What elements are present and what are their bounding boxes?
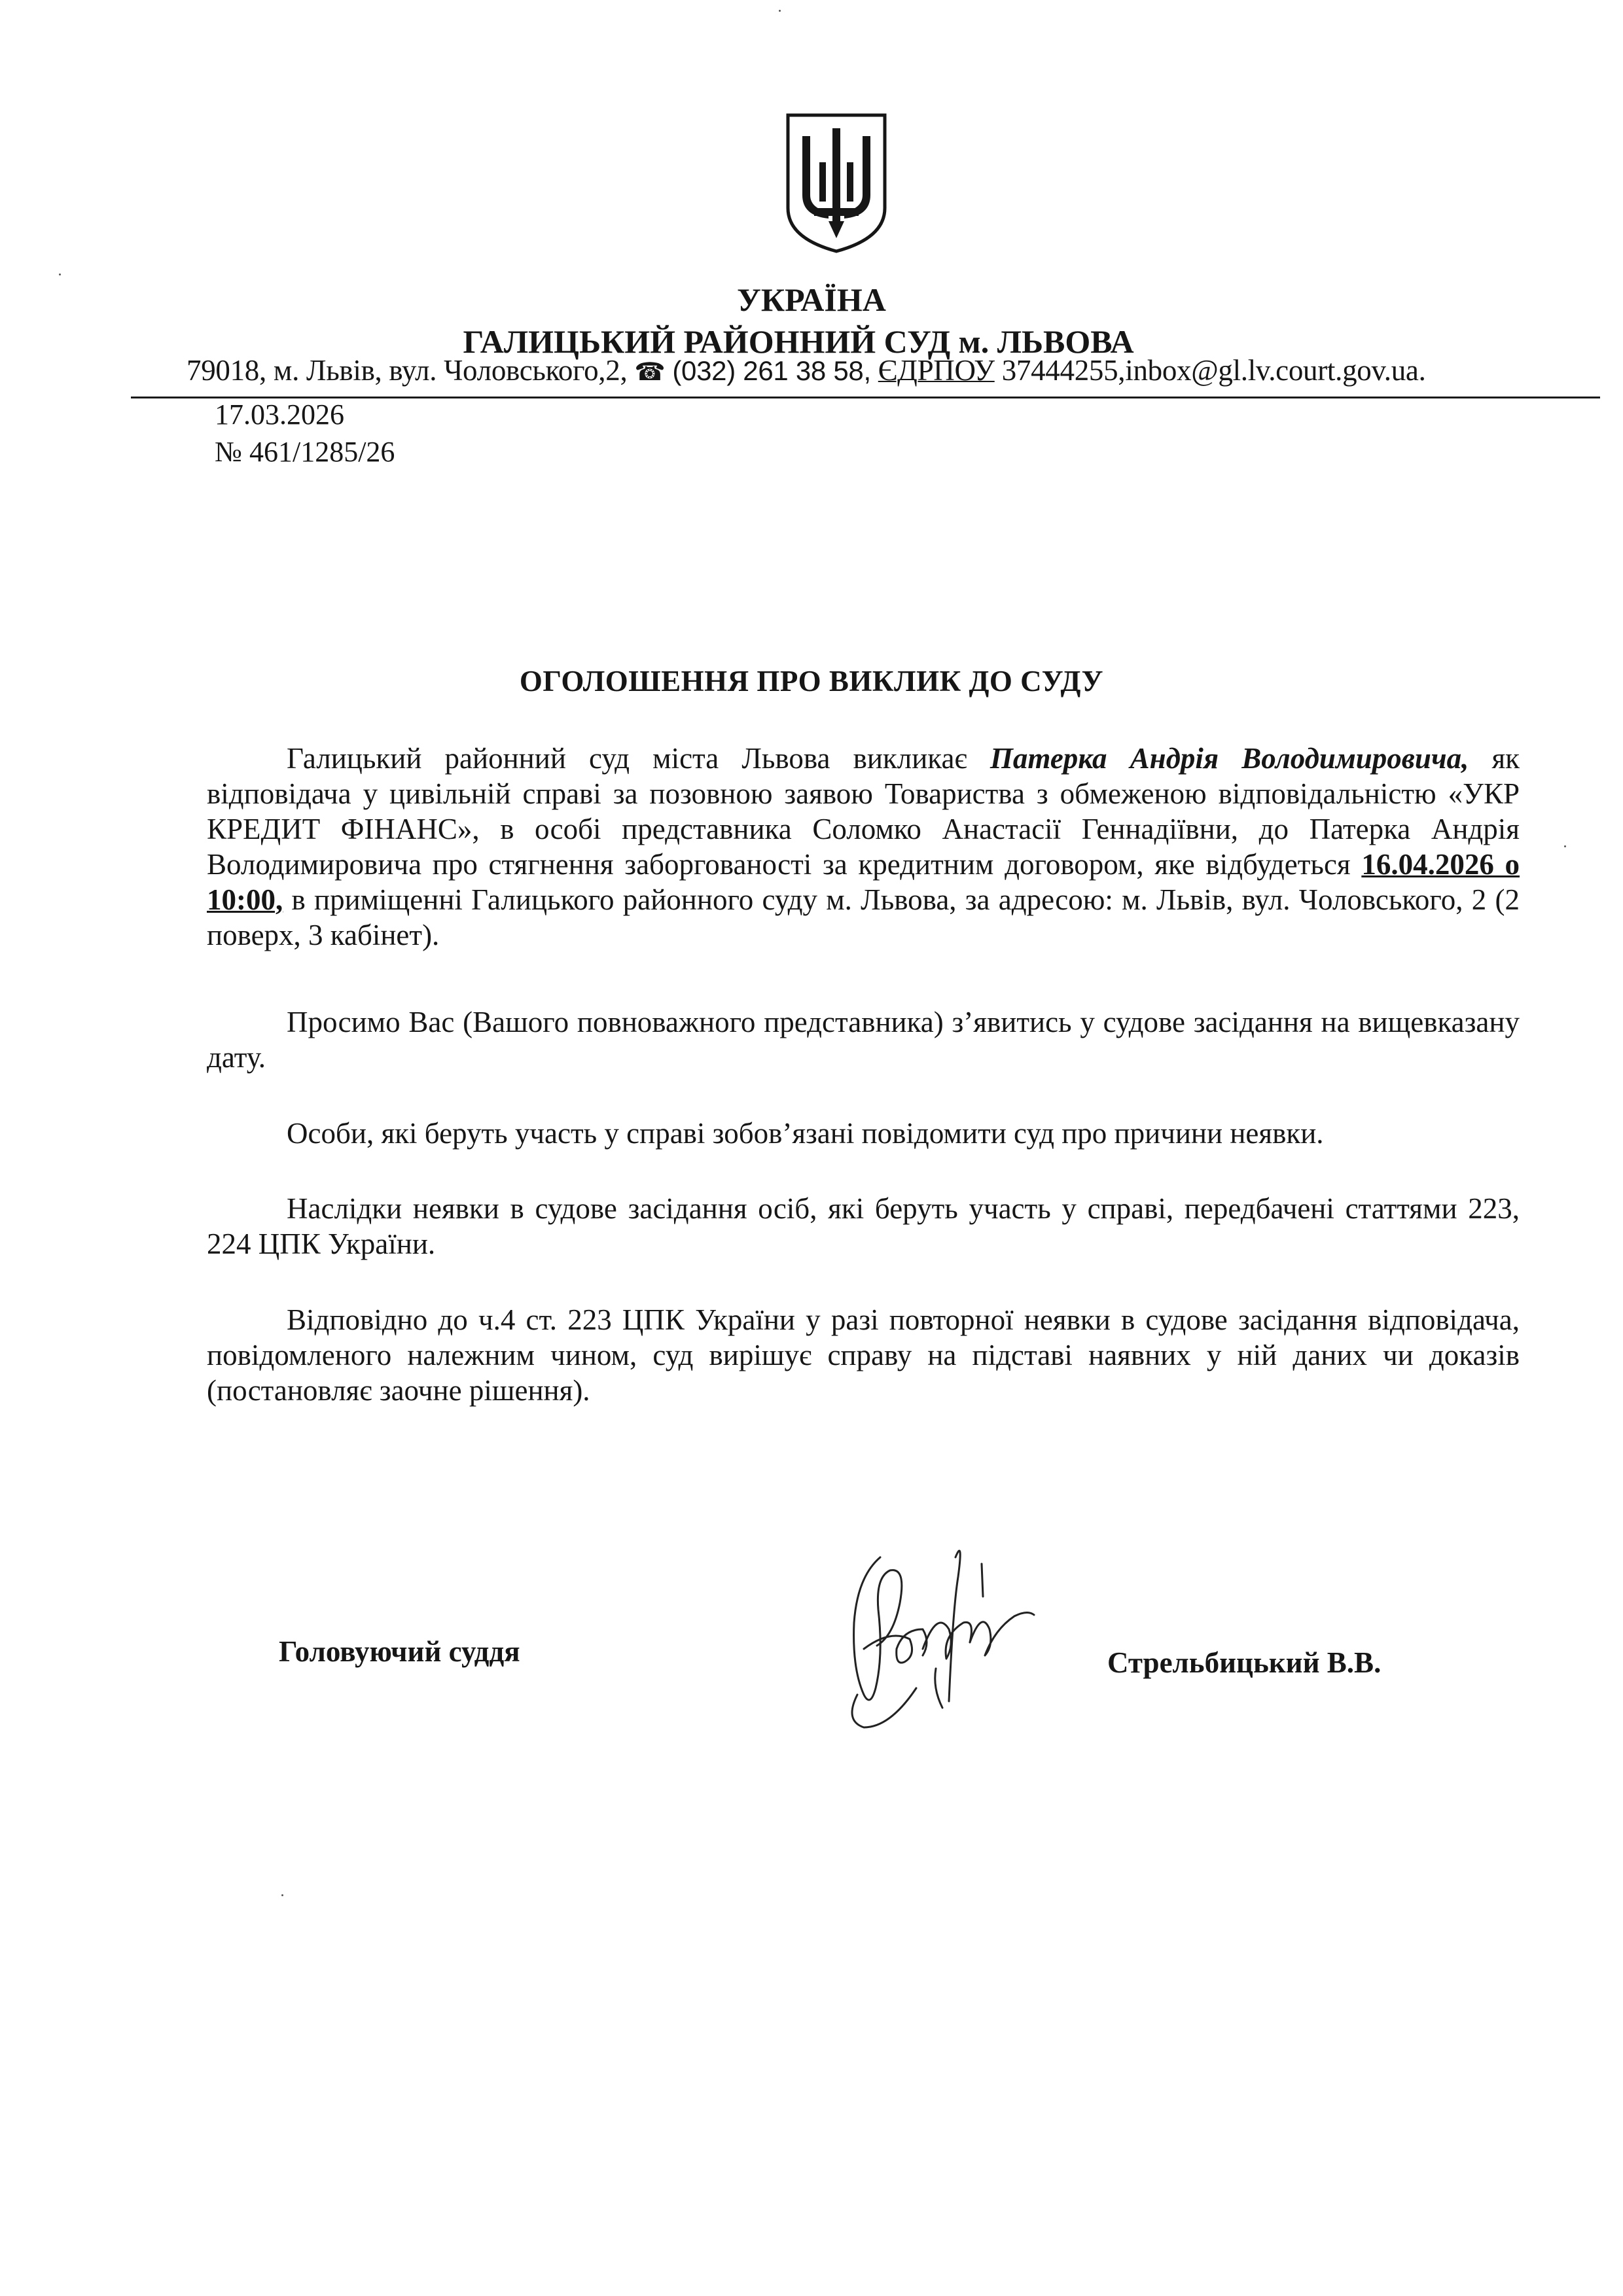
coat-of-arms-icon xyxy=(783,110,890,255)
summons-location: в приміщенні Галицького районного суду м. Львова, за адресою: м. Львів, вул. Чоловського, 2 (2 поверх, 3 кабінет). xyxy=(207,883,1520,951)
presiding-judge-label: Головуючий суддя xyxy=(279,1635,520,1668)
telephone-icon: ☎ xyxy=(634,357,666,386)
document-date: 17.03.2026 xyxy=(215,398,344,431)
summons-details: як відповідача у цивільній справі за позовною заявою Товариства з обмеженою відповідальністю «УКР КРЕДИТ ФІНАНС», в особі представника Соломко Анастасії Геннадіївни, до Патерка Андрія Володимировича про стягнення заборгованості за кредитним договором, яке відбудеться xyxy=(207,742,1520,881)
hearing-datetime: 16.04.2026 о 10:00, xyxy=(207,848,1520,916)
scan-speck xyxy=(281,1894,283,1896)
court-name: ГАЛИЦЬКИЙ РАЙОННИЙ СУД м. ЛЬВОВА xyxy=(463,323,1134,360)
scan-speck xyxy=(779,10,781,12)
scan-speck xyxy=(59,274,61,275)
handwritten-signature xyxy=(818,1531,1054,1740)
case-number: № 461/1285/26 xyxy=(215,436,395,468)
document-title: ОГОЛОШЕННЯ ПРО ВИКЛИК ДО СУДУ xyxy=(519,665,1104,698)
summons-intro: Галицький районний суд міста Львова викликає xyxy=(287,742,990,775)
defendant-name: Патерка Андрія Володимировича, xyxy=(990,742,1469,775)
absence-consequences-paragraph: Наслідки неявки в судове засідання осіб, які беруть участь у справі, передбачені статтями 223, 224 ЦПК України. xyxy=(207,1192,1520,1260)
header-country: УКРАЇНА xyxy=(737,281,886,318)
appearance-request-paragraph: Просимо Вас (Вашого повноважного представника) з’явитись у судове засідання на вищевказану дату. xyxy=(207,1006,1520,1074)
phone-number: (032) 261 38 58, xyxy=(672,355,871,386)
edrpou-email: 37444255,inbox@gl.lv.court.gov.ua. xyxy=(1001,354,1426,387)
edrpou-label: ЄДРПОУ xyxy=(878,354,995,387)
scan-speck xyxy=(1564,845,1566,847)
header-divider-dashed-end xyxy=(1538,397,1600,398)
header-divider xyxy=(131,397,1600,398)
court-address-line xyxy=(187,353,1426,387)
notify-absence-paragraph: Особи, які беруть участь у справі зобов’язані повідомити суд про причини неявки. xyxy=(287,1117,1324,1150)
default-judgment-paragraph: Відповідно до ч.4 ст. 223 ЦПК України у разі повторної неявки в судове засідання відповідача, повідомленого належним чином, суд вирішує справу на підставі наявних у ній даних чи доказів (постановляє заочне рішення). xyxy=(207,1303,1520,1407)
summons-paragraph xyxy=(207,741,1520,953)
judge-name: Стрельбицький В.В. xyxy=(1107,1646,1382,1679)
address-text: 79018, м. Львів, вул. Чоловського,2, xyxy=(187,354,628,387)
